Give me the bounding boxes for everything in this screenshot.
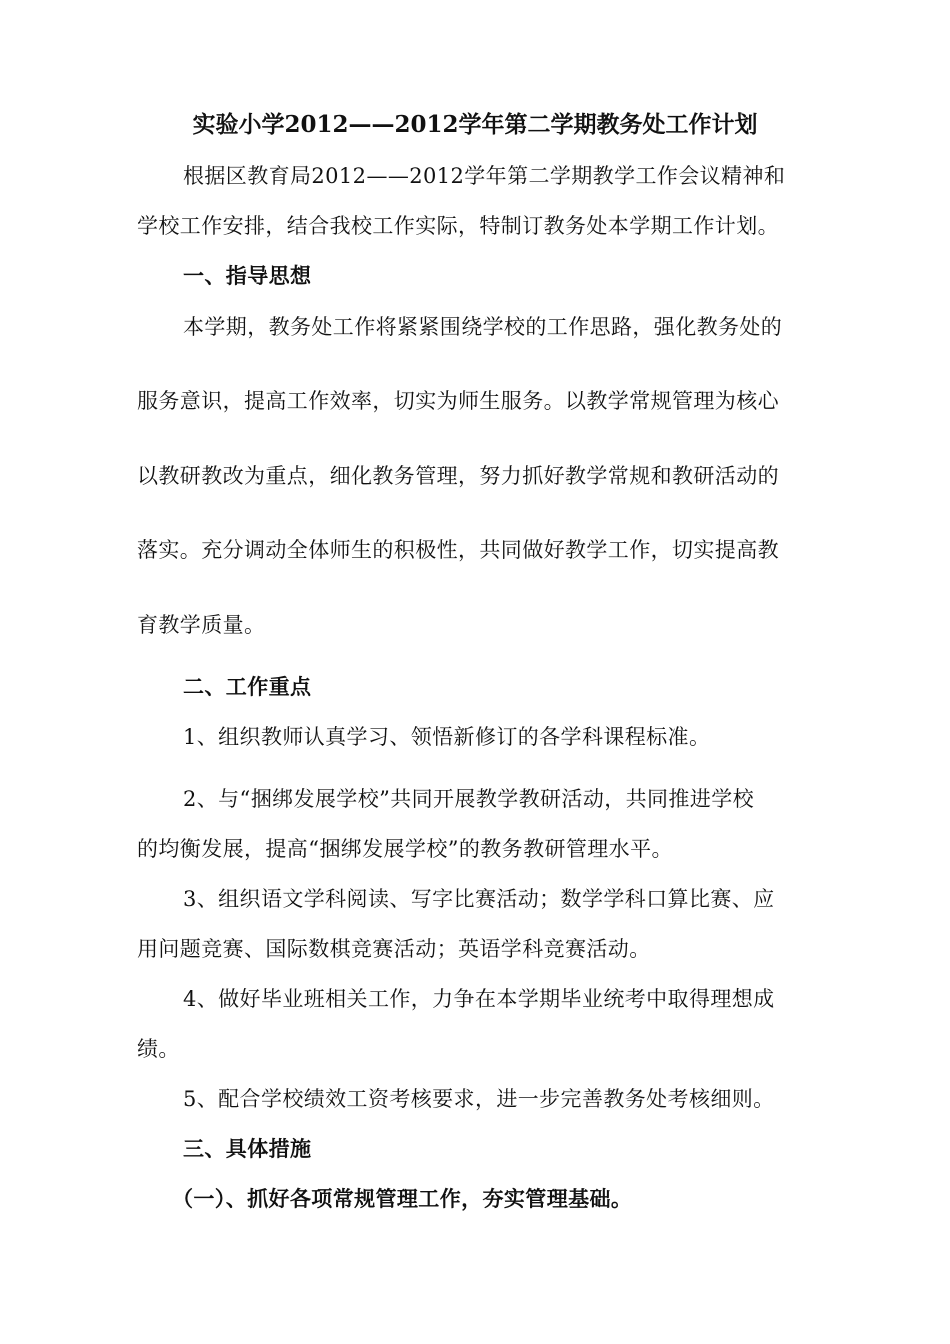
section1-line-5: 育教学质量。 [137, 613, 266, 637]
section-heading-guiding-ideology: 一、指导思想 [183, 263, 312, 288]
focus-item-4-line-1: 4、做好毕业班相关工作，力争在本学期毕业统考中取得理想成 [183, 987, 775, 1011]
focus-item-3-line-2: 用问题竞赛、国际数棋竞赛活动；英语学科竞赛活动。 [137, 937, 651, 961]
focus-item-5: 5、配合学校绩效工资考核要求，进一步完善教务处考核细则。 [183, 1087, 775, 1111]
intro-line-2: 学校工作安排，结合我校工作实际，特制订教务处本学期工作计划。 [137, 214, 779, 238]
focus-item-2-line-2: 的均衡发展，提高“捆绑发展学校”的教务教研管理水平。 [137, 837, 673, 861]
section1-line-3: 以教研教改为重点，细化教务管理，努力抓好教学常规和教研活动的 [137, 464, 779, 488]
focus-item-1: 1、组织教师认真学习、领悟新修订的各学科课程标准。 [183, 725, 711, 749]
section1-line-4: 落实。充分调动全体师生的积极性，共同做好教学工作，切实提高教 [137, 538, 779, 562]
focus-item-3-line-1: 3、组织语文学科阅读、写字比赛活动；数学学科口算比赛、应 [183, 887, 775, 911]
section1-line-1: 本学期，教务处工作将紧紧围绕学校的工作思路，强化教务处的 [183, 315, 783, 339]
focus-item-4-line-2: 绩。 [137, 1037, 180, 1061]
subsection-heading-routine-management: （一）、抓好各项常规管理工作，夯实管理基础。 [172, 1186, 633, 1211]
document-title: 实验小学2012——2012学年第二学期教务处工作计划 [192, 111, 758, 138]
section-heading-specific-measures: 三、具体措施 [183, 1136, 312, 1161]
section-heading-work-focus: 二、工作重点 [183, 674, 312, 699]
intro-line-1: 根据区教育局2012——2012学年第二学期教学工作会议精神和 [183, 164, 786, 188]
focus-item-2-line-1: 2、与“捆绑发展学校”共同开展教学教研活动，共同推进学校 [183, 787, 755, 811]
section1-line-2: 服务意识，提高工作效率，切实为师生服务。以教学常规管理为核心 [137, 389, 779, 413]
